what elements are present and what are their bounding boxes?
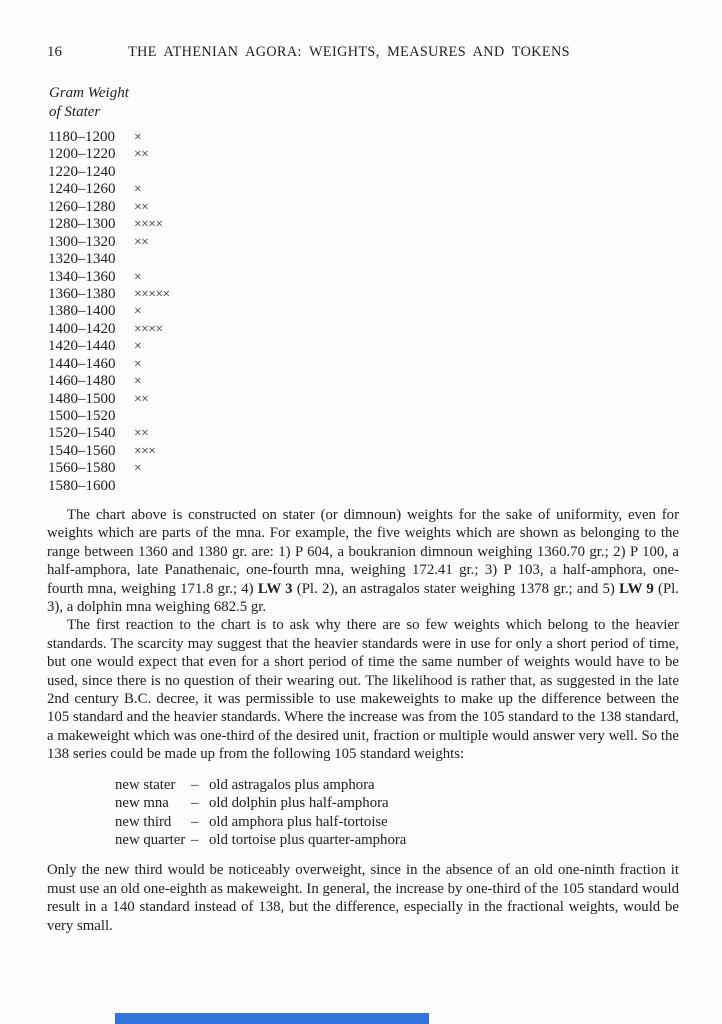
- range-label: 1440–1460: [48, 355, 116, 372]
- chart-row: [48, 356, 170, 373]
- chart-row: [48, 460, 170, 477]
- tally-chart: [48, 129, 170, 495]
- tally-marks: ××: [134, 425, 149, 441]
- tally-marks: ×××: [134, 442, 156, 458]
- list-item: [115, 813, 679, 831]
- tally-marks: ×: [134, 181, 142, 197]
- chart-row: [48, 129, 170, 146]
- range-label: 1340–1360: [48, 268, 116, 285]
- chart-row: [48, 286, 170, 303]
- equiv-dash: –: [191, 795, 199, 812]
- chart-row: [48, 408, 170, 425]
- chart-axis-heading-line1: Gram Weight: [49, 85, 129, 101]
- tally-marks: ×: [134, 338, 142, 354]
- chart-row: [48, 234, 170, 251]
- chart-row: [48, 321, 170, 338]
- equiv-dash: –: [191, 813, 199, 830]
- equiv-definition: old tortoise plus quarter-amphora: [209, 831, 407, 848]
- tally-marks: ×××××: [134, 285, 170, 301]
- chart-row: [48, 425, 170, 442]
- equiv-term: new quarter: [115, 831, 186, 848]
- catalogue-ref-lw3: LW 3: [257, 580, 293, 597]
- tally-marks: ××: [134, 146, 149, 162]
- list-item: [115, 776, 679, 794]
- range-label: 1520–1540: [48, 425, 116, 442]
- running-title: THE ATHENIAN AGORA: WEIGHTS, MEASURES AND TOKENS: [128, 44, 570, 60]
- range-label: 1220–1240: [48, 163, 116, 180]
- chart-axis-heading-line2: of Stater: [49, 103, 101, 120]
- paragraph-text: The chart above is constructed on stater (or dimnoun) weights for the sake of uniformity, even for weights which are parts of the mna. For example, the five weights which are shown as belonging to the range between 1360 and 1380 gr. are: 1) P 604, a boukranion dimnoun weighing 1360.70 gr.; 2) P 100, a half-amphora, late Panathenaic, one-fourth mna, weighing 172.41 gr.; 3) P 103, a half-amphora, one-fourth mna, weighing 171.8 gr.; 4): [47, 507, 679, 597]
- page-number: 16: [47, 44, 62, 60]
- tally-marks: ×: [134, 129, 142, 144]
- range-label: 1320–1340: [48, 251, 116, 268]
- chart-row: [48, 373, 170, 390]
- chart-row: [48, 303, 170, 320]
- range-label: 1420–1440: [48, 338, 116, 355]
- chart-axis-heading: [49, 84, 129, 121]
- body-text: [47, 506, 679, 935]
- range-label: 1380–1400: [48, 303, 116, 320]
- chart-row: [48, 146, 170, 163]
- equiv-definition: old dolphin plus half-amphora: [209, 795, 389, 812]
- paragraph-text: (Pl. 2), an astragalos stater weighing 1378 gr.; and 5): [292, 580, 620, 597]
- chart-row: [48, 251, 170, 268]
- tally-marks: ××: [134, 233, 149, 249]
- equiv-term: new third: [115, 813, 172, 830]
- chart-row: [48, 216, 170, 233]
- list-item: [115, 831, 679, 849]
- chart-row: [48, 164, 170, 181]
- footer-highlight-bar: [115, 1013, 429, 1024]
- range-label: 1360–1380: [48, 285, 116, 302]
- range-label: 1180–1200: [48, 129, 115, 145]
- catalogue-ref-lw9: LW 9: [619, 580, 654, 597]
- equivalence-list: [115, 776, 679, 850]
- chart-row: [48, 391, 170, 408]
- range-label: 1500–1520: [48, 408, 116, 424]
- range-label: 1260–1280: [48, 198, 116, 215]
- paragraph-makeweights: The first reaction to the chart is to ask why there are so few weights which belong to the heavier standards. The scarcity may suggest that the heavier standards were in use for only a short period of time, but one would expect that even for a short period of time the same number of weights would have to be used, since there is no question of their wearing out. The likelihood is rather that, as suggested in the late 2nd century B.C. decree, it was permissible to use makeweights to make up the difference between the 105 standard and the heavier standards. Where the increase was from the 105 standard to the 138 standard, a makeweight which was one-third of the desired unit, fraction or multiple would answer very well. So the 138 series could be made up from the following 105 standard weights:: [47, 617, 679, 763]
- chart-row: [48, 443, 170, 460]
- chart-row: [48, 478, 170, 495]
- equiv-dash: –: [191, 831, 199, 848]
- equiv-definition: old astragalos plus amphora: [209, 776, 375, 793]
- tally-marks: ××××: [134, 320, 163, 336]
- tally-marks: ×: [134, 268, 142, 284]
- range-label: 1200–1220: [48, 146, 116, 163]
- chart-row: [48, 199, 170, 216]
- tally-marks: ××××: [134, 216, 163, 232]
- paragraph-conclusion: Only the new third would be noticeably overweight, since in the absence of an old one-ninth fraction it must use an old one-eighth as makeweight. In general, the increase by one-third of the 105 standard would result in a 140 standard instead of 138, but the difference, especially in the fractional weights, would be very small.: [47, 862, 679, 934]
- chart-row: [48, 181, 170, 198]
- equiv-dash: –: [191, 776, 199, 793]
- paragraph-text: (Pl. 3), a dolphin mna weighing 682.5 gr.: [47, 580, 679, 616]
- range-label: 1300–1320: [48, 233, 116, 250]
- range-label: 1400–1420: [48, 320, 116, 337]
- chart-row: [48, 338, 170, 355]
- paragraph-chart-explanation: [47, 506, 679, 616]
- range-label: 1460–1480: [48, 373, 116, 390]
- equiv-term: new stater: [115, 776, 176, 793]
- equiv-definition: old amphora plus half-tortoise: [209, 813, 388, 830]
- list-item: [115, 794, 679, 812]
- tally-marks: ×: [134, 303, 142, 319]
- chart-row: [48, 269, 170, 286]
- equiv-term: new mna: [115, 795, 169, 812]
- tally-marks: ×: [134, 373, 142, 389]
- tally-marks: ××: [134, 198, 149, 214]
- tally-marks: ×: [134, 460, 142, 476]
- range-label: 1540–1560: [48, 442, 116, 459]
- range-label: 1240–1260: [48, 181, 116, 198]
- range-label: 1280–1300: [48, 216, 116, 233]
- tally-marks: ××: [134, 390, 149, 406]
- range-label: 1560–1580: [48, 460, 116, 477]
- range-label: 1580–1600: [48, 477, 116, 494]
- tally-marks: ×: [134, 355, 142, 371]
- range-label: 1480–1500: [48, 390, 116, 407]
